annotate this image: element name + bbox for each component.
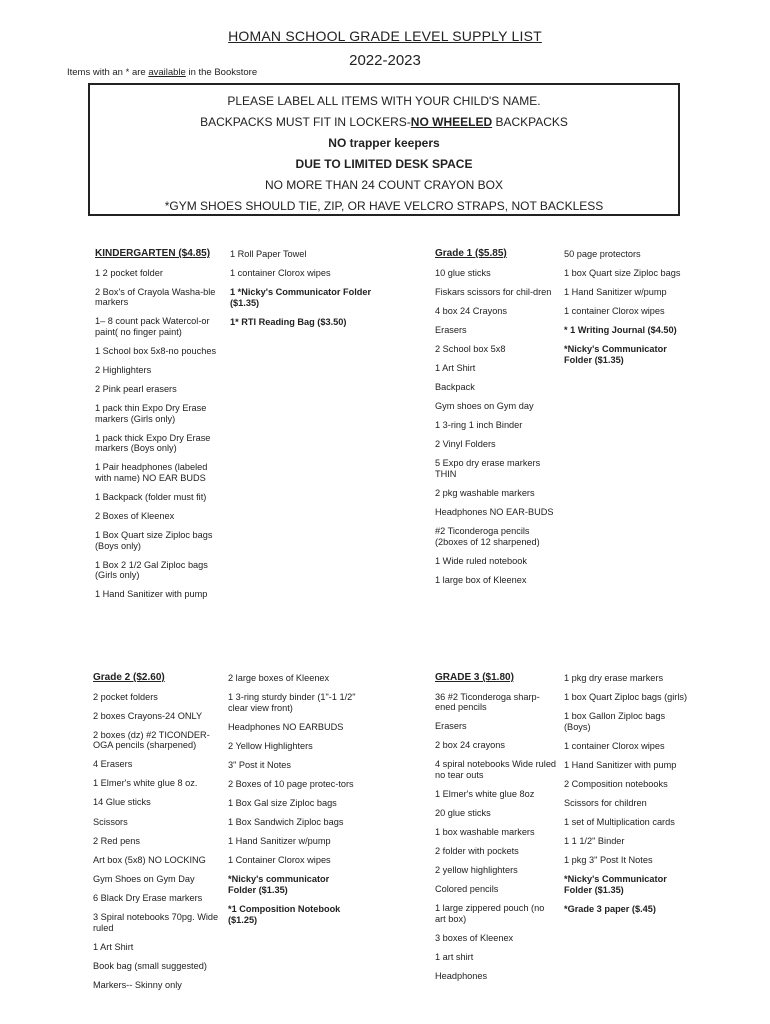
supply-item: 1 Hand Sanitizer with pump [564,759,677,770]
page-title: HOMAN SCHOOL GRADE LEVEL SUPPLY LIST [228,28,542,44]
supply-item: 2 large boxes of Kleenex [228,673,330,683]
supply-item: Scissors [93,816,128,827]
rule-backpacks: BACKPACKS MUST FIT IN LOCKERS-NO WHEELED BACKPACKS [200,115,568,129]
supply-item: 6 Black Dry Erase markers [93,892,203,903]
supply-item: 2 boxes (dz) #2 TICONDER-OGA pencils (sharpened) [93,729,210,751]
supply-item: 1 container Clorox wipes [564,740,665,751]
supply-item: 1 Art Shirt [93,941,134,952]
supply-item: 2 Vinyl Folders [435,439,496,450]
supply-item: 3 boxes of Kleenex [435,933,514,944]
supply-item: Gym Shoes on Gym Day [93,873,195,884]
supply-item: 1 Hand Sanitizer with pump [95,589,208,600]
supply-item: 1 box Quart size Ziploc bags [564,268,681,279]
rule-gym-shoes: *GYM SHOES SHOULD TIE, ZIP, OR HAVE VELCRO STRAPS, NOT BACKLESS [164,199,604,213]
kindergarten-col2 [230,249,380,336]
supply-item: 1 pack thick Expo Dry Erase markers (Boys only) [95,432,211,454]
grade-section-header: GRADE 3 ($1.80) [435,672,514,683]
supply-item: *Nicky's Communicator Folder ($1.35) [564,874,667,895]
supply-item: 1 *Nicky's Communicator Folder ($1.35) [230,287,372,308]
supply-item: 36 #2 Ticonderoga sharp-ened pencils [435,691,540,712]
supply-item: 1 Box Gal size Ziploc bags [228,798,337,809]
supply-item: Fiskars scissors for chil-dren [435,286,552,297]
grade2-col1 [93,673,223,999]
supply-item: Headphones NO EAR-BUDS [435,507,554,518]
supply-item: 1 School box 5x8-no pouches [95,345,217,356]
supply-item: * 1 Writing Journal ($4.50) [564,325,677,336]
supply-item: 1 Box Sandwich Ziploc bags [228,817,344,828]
supply-item: Book bag (small suggested) [93,960,207,971]
supply-item: Erasers [435,324,467,335]
rules-box [88,83,680,216]
grade1-col1 [435,249,555,594]
supply-item: 1 1 1/2" Binder [564,836,625,847]
supply-item: 2 Composition notebooks [564,778,668,789]
supply-item: 1 3-ring sturdy binder (1"-1 1/2" clear view front) [228,692,356,713]
supply-item: 2 School box 5x8 [435,343,506,354]
supply-item: 1 container Clorox wipes [230,268,331,279]
supply-item: 1 Container Clorox wipes [228,855,331,866]
supply-item: 1 Pair headphones (labeled with name) NO EAR BUDS [95,462,208,483]
supply-item: *Grade 3 paper ($.45) [564,904,656,915]
supply-item: 1 Hand Sanitizer w/pump [564,287,667,298]
supply-item: 1 Box Quart size Ziploc bags (Boys only) [95,530,213,551]
supply-item: Art box (5x8) NO LOCKING [93,854,206,865]
supply-item: Colored pencils [435,884,499,895]
supply-item: 2 Pink pearl erasers [95,383,177,394]
grade3-col2 [564,673,689,923]
supply-item: 1 pack thin Expo Dry Erase markers (Girls only) [95,403,207,424]
supply-item: 2 box 24 crayons [435,740,505,751]
supply-item: 2 yellow highlighters [435,865,518,876]
supply-item: 1 box washable markers [435,827,535,838]
grade3-col1 [435,673,557,990]
supply-item: 10 glue sticks [435,267,491,278]
rule-trapper-keepers: NO trapper keepers [328,136,440,150]
supply-item: 3 Spiral notebooks 70pg. Wide ruled [93,912,219,933]
supply-item: 2 Boxes of Kleenex [95,510,175,521]
supply-item: 2 Box's of Crayola Washa-ble markers [95,286,216,308]
supply-item: 1 Backpack (folder must fit) [95,491,207,502]
grade-section-header: KINDERGARTEN ($4.85) [95,248,211,259]
supply-item: Markers-- Skinny only [93,979,182,990]
supply-item: 2 pkg washable markers [435,488,535,499]
supply-item: Scissors for children [564,798,647,809]
supply-item: Erasers [435,721,467,732]
supply-item: 2 folder with pockets [435,846,519,857]
supply-item: 2 boxes Crayons-24 ONLY [93,710,203,721]
supply-item: 2 Yellow Highlighters [228,740,313,751]
supply-item: 50 page protectors [564,249,641,259]
supply-item: *1 Composition Notebook ($1.25) [228,904,341,925]
supply-item: 1 Elmer's white glue 8 oz. [93,778,198,789]
kindergarten-col1 [95,249,225,608]
supply-item: 1 box Quart Ziploc bags (girls) [564,692,688,703]
bookstore-note: Items with an * are available in the Bookstore [67,67,258,78]
grade-section-header: Grade 2 ($2.60) [93,672,165,683]
rule-desk-space: DUE TO LIMITED DESK SPACE [295,157,473,171]
supply-item: 2 Red pens [93,835,140,846]
supply-item: 5 Expo dry erase markers THIN [435,458,541,479]
grade2-col2 [228,673,358,934]
supply-item: #2 Ticonderoga pencils (2boxes of 12 sharpened) [435,526,540,547]
supply-item: 1 large box of Kleenex [435,574,527,585]
supply-item: 1 Art Shirt [435,362,476,373]
supply-item: 1 Box 2 1/2 Gal Ziploc bags (Girls only) [95,559,208,581]
supply-item: Headphones NO EARBUDS [228,721,344,732]
supply-item: 20 glue sticks [435,807,491,818]
supply-item: 1 box Gallon Ziploc bags (Boys) [564,711,666,732]
rule-label-items: PLEASE LABEL ALL ITEMS WITH YOUR CHILD'S NAME. [227,94,541,108]
supply-item: 4 box 24 Crayons [435,305,508,316]
supply-item: 1 container Clorox wipes [564,306,665,317]
supply-item: 14 Glue sticks [93,797,151,808]
supply-item: 1 Roll Paper Towel [230,249,307,259]
supply-item: Gym shoes on Gym day [435,401,534,412]
supply-item: 1 art shirt [435,952,474,963]
supply-item: *Nicky's communicator Folder ($1.35) [228,874,330,895]
supply-item: 1– 8 count pack Watercol-or paint( no finger paint) [95,316,210,337]
supply-item: 4 spiral notebooks Wide ruled no tear outs [435,759,557,780]
supply-item: 1 Hand Sanitizer w/pump [228,836,331,847]
supply-item: 1 set of Multiplication cards [564,817,675,828]
supply-item: 1 large zippered pouch (no art box) [435,903,545,924]
supply-item: 4 Erasers [93,759,133,770]
supply-item: 1 Wide ruled notebook [435,555,527,566]
supply-item: 2 Highlighters [95,364,152,375]
supply-item: 1 3-ring 1 inch Binder [435,420,523,431]
supply-item: 2 Boxes of 10 page protec-tors [228,778,354,789]
supply-item: 1 Elmer's white glue 8oz [435,788,535,799]
supply-item: 2 pocket folders [93,691,158,702]
school-year: 2022-2023 [349,52,421,69]
grade1-col2 [564,249,684,374]
supply-item: Headphones [435,971,488,982]
supply-item: 3" Post it Notes [228,759,292,770]
supply-item: 1 pkg dry erase markers [564,673,664,683]
rule-crayon-box: NO MORE THAN 24 COUNT CRAYON BOX [264,178,504,192]
supply-item: Backpack [435,382,475,393]
grade-section-header: Grade 1 ($5.85) [435,248,507,259]
supply-item: 1 pkg 3" Post It Notes [564,855,653,866]
supply-item: *Nicky's Communicator Folder ($1.35) [564,344,667,365]
supply-item: 1* RTI Reading Bag ($3.50) [230,316,347,327]
supply-item: 1 2 pocket folder [95,267,163,278]
